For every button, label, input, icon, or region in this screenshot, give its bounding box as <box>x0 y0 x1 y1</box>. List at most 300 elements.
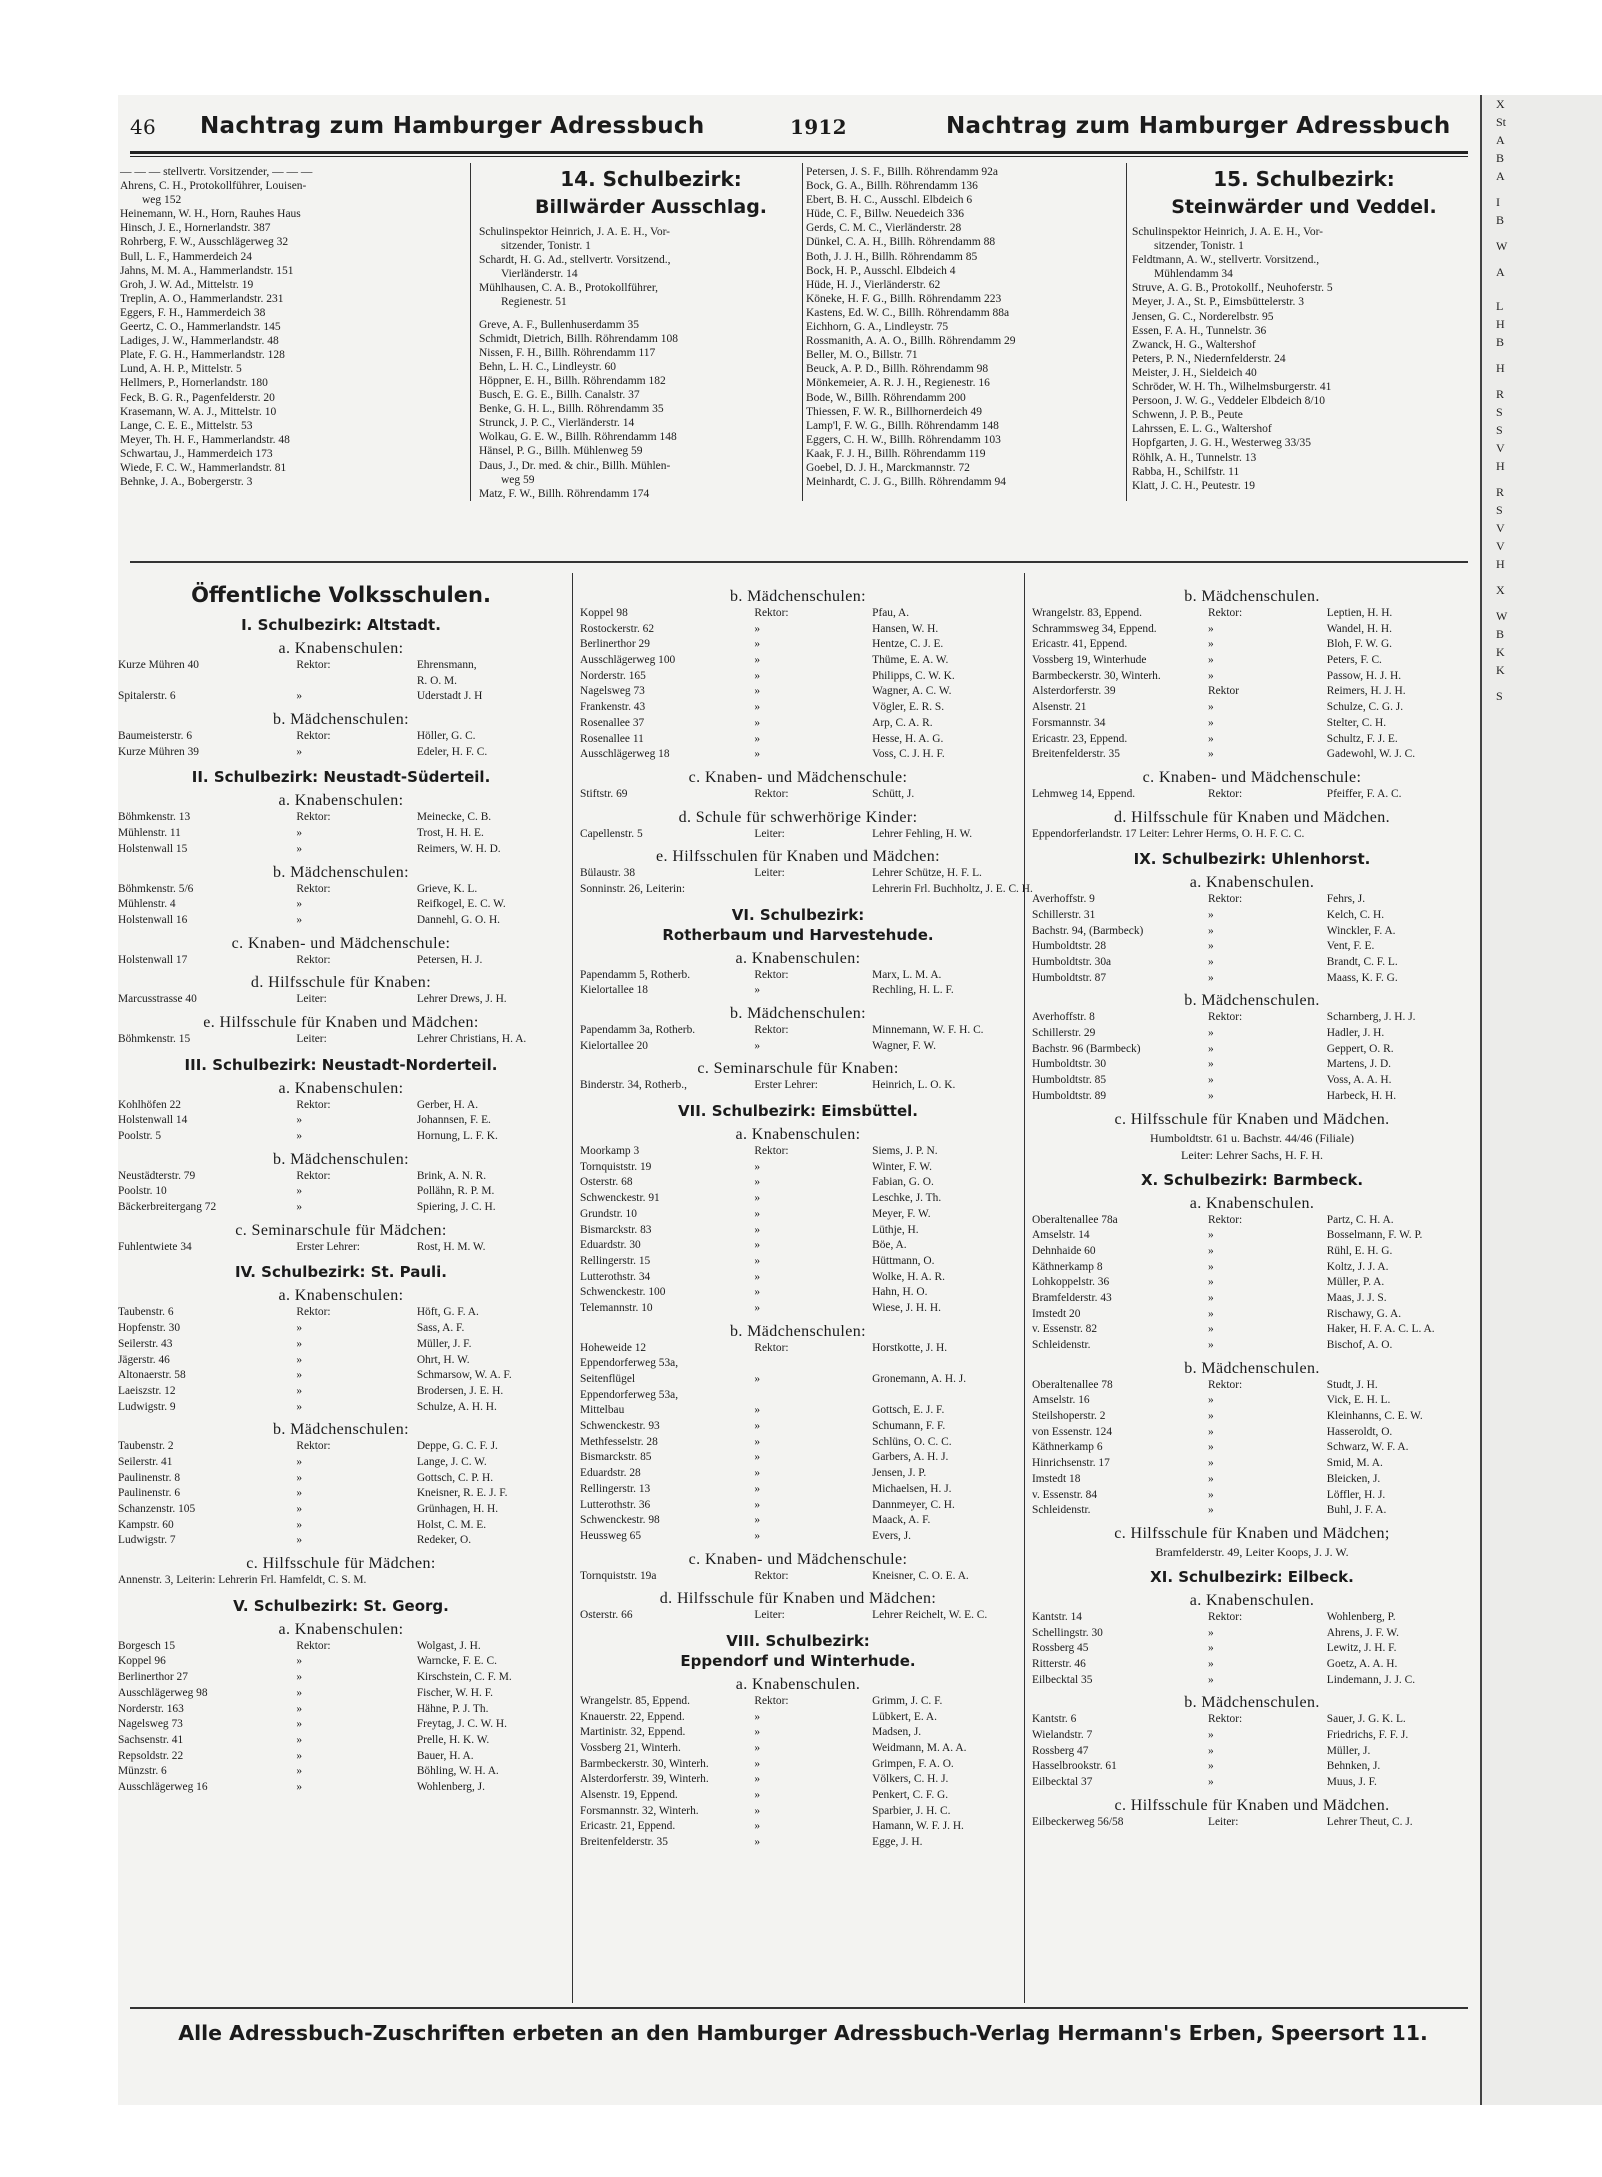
school-type-heading: c. Hilfsschule für Knaben und Mädchen. <box>1114 1796 1390 1814</box>
school-address: Telemannstr. 10 <box>580 1301 653 1314</box>
school-row <box>580 1499 1016 1515</box>
school-row <box>580 1404 1016 1420</box>
edge-letter <box>1496 289 1602 297</box>
member-line: Bull, L. F., Hammerdeich 24 <box>120 250 252 263</box>
district-heading: IX. Schulbezirk: Uhlenhorst. <box>1133 850 1371 869</box>
school-row <box>1032 1229 1472 1245</box>
member-line: Feck, B. G. R., Pagenfelderstr. 20 <box>120 391 275 404</box>
school-row <box>1032 717 1472 733</box>
school-row <box>118 1734 564 1750</box>
school-address: Barmbeckerstr. 30, Winterh. <box>580 1757 709 1770</box>
school-row <box>118 1170 564 1186</box>
school-address: Alsenstr. 21 <box>1032 701 1087 714</box>
edge-letter: R <box>1496 485 1505 499</box>
school-row <box>118 1385 564 1401</box>
official-title: » <box>296 690 303 703</box>
official-title: » <box>1208 1457 1214 1470</box>
school-head: Wolgast, J. H. <box>416 1639 481 1652</box>
member-line: Schröder, W. H. Th., Wilhelmsburgerstr. 41 <box>1132 381 1332 394</box>
edge-letter: S <box>1496 503 1503 517</box>
official-title: » <box>296 1471 303 1484</box>
school-row <box>580 638 1016 654</box>
official-title: » <box>1208 638 1214 651</box>
school-address: Ericastr. 21, Eppend. <box>580 1820 676 1833</box>
school-head: Pfeiffer, F. A. C. <box>1326 787 1402 800</box>
official-title: Rektor: <box>1208 1610 1243 1623</box>
school-address: Hinrichsenstr. 17 <box>1032 1457 1110 1470</box>
member-line: Matz, F. W., Billh. Röhrendamm 174 <box>479 487 650 500</box>
school-row <box>118 1354 564 1370</box>
school-head: Garbers, A. H. J. <box>872 1451 949 1464</box>
school-row <box>580 1436 1016 1452</box>
school-row <box>118 675 564 691</box>
official-title: » <box>754 638 761 651</box>
column-divider <box>1024 573 1025 2003</box>
member-line: Klatt, J. C. H., Peutestr. 19 <box>1132 479 1255 492</box>
section-d8 <box>580 1631 1016 1671</box>
school-type-heading: a. Knabenschulen: <box>278 1079 404 1097</box>
school-address: Knauerstr. 22, Eppend. <box>580 1710 685 1723</box>
school-row <box>1032 1410 1472 1426</box>
member-line: Mühlhausen, C. A. B., Protokollführer, <box>479 282 659 295</box>
school-address: Sonninstr. 26, Leiterin: <box>580 882 686 895</box>
school-row <box>1032 1011 1472 1027</box>
school-head: Schumann, F. F. <box>872 1420 946 1433</box>
school-head: Brodersen, J. E. H. <box>416 1384 504 1397</box>
official-title: » <box>296 842 303 855</box>
public-schools-heading: Öffentliche Volksschulen. <box>191 583 491 607</box>
section-d9b <box>1032 990 1472 1105</box>
school-row <box>580 1176 1016 1192</box>
school-head: Grieve, K. L. <box>416 882 478 895</box>
district-15-members <box>1132 225 1476 493</box>
school-head: Brink, A. N. R. <box>416 1169 487 1182</box>
school-row <box>118 1401 564 1417</box>
official-title: » <box>1208 654 1214 667</box>
school-address: Altonaerstr. 58 <box>118 1369 186 1382</box>
section-d9a <box>1032 872 1472 987</box>
edge-letter <box>1496 255 1602 263</box>
official-title: Rektor: <box>754 1341 789 1354</box>
school-address: v. Essenstr. 84 <box>1032 1488 1098 1501</box>
school-row <box>580 1255 1016 1271</box>
school-head: Maas, J. J. S. <box>1326 1291 1387 1304</box>
school-row <box>1032 1745 1472 1761</box>
school-address: Steilshoperstr. 2 <box>1032 1410 1106 1423</box>
school-address: Frankenstr. 43 <box>580 701 646 714</box>
member-line: Behnke, J. A., Bobergerstr. 3 <box>120 476 253 489</box>
school-head: Schultz, F. J. E. <box>1326 732 1398 745</box>
school-row <box>1032 1323 1472 1339</box>
official-title: » <box>754 1239 761 1252</box>
school-row <box>118 1671 564 1687</box>
official-title: » <box>1208 1425 1214 1438</box>
school-address: Ritterstr. 46 <box>1032 1657 1086 1670</box>
official-title: » <box>1208 1323 1214 1336</box>
member-line: Hellmers, P., Hornerlandstr. 180 <box>120 377 268 390</box>
school-row <box>118 1472 564 1488</box>
member-line: Wolkau, G. E. W., Billh. Röhrendamm 148 <box>479 431 677 444</box>
school-row <box>1032 1674 1472 1690</box>
school-address: Hoheweide 12 <box>580 1341 647 1354</box>
school-row <box>118 811 564 827</box>
member-line: Benke, G. H. L., Billh. Röhrendamm 35 <box>479 403 664 416</box>
school-type-heading: b. Mädchenschulen. <box>1184 1359 1320 1377</box>
school-address: Marcusstrasse 40 <box>118 993 197 1006</box>
school-row <box>118 1185 564 1201</box>
member-line: Rossmanith, A. A. O., Billh. Röhrendamm 29 <box>806 335 1016 348</box>
school-head: Rechling, H. L. F. <box>872 984 954 997</box>
school-head: Lewitz, J. H. F. <box>1326 1642 1397 1655</box>
official-title: » <box>296 1534 303 1547</box>
official-title: » <box>1208 1058 1214 1071</box>
member-line: Ebert, B. H. C., Ausschl. Elbdeich 6 <box>806 194 973 207</box>
member-line: Thiessen, F. W. R., Billhornerdeich 49 <box>806 405 983 418</box>
school-row <box>580 1805 1016 1821</box>
school-address: Koppel 98 <box>580 607 628 619</box>
edge-letter <box>1496 281 1602 289</box>
edge-letter: X <box>1496 583 1505 597</box>
section-d1a <box>118 638 564 706</box>
member-line: Eichhorn, G. A., Lindleystr. 75 <box>806 321 949 334</box>
school-row <box>1032 1713 1472 1729</box>
school-address: Rellingerstr. 13 <box>580 1482 651 1495</box>
school-row <box>118 914 564 930</box>
member-line: Hinsch, J. E., Hornerlandstr. 387 <box>120 222 271 235</box>
school-head: Petersen, H. J. <box>416 953 483 966</box>
school-address: Bismarckstr. 85 <box>580 1451 652 1464</box>
school-address: Bramfelderstr. 43 <box>1032 1291 1112 1304</box>
school-address: Kielortallee 20 <box>580 1039 648 1052</box>
official-title: » <box>296 1503 303 1515</box>
school-row <box>1032 1074 1472 1090</box>
member-line: Regienestr. 51 <box>501 296 567 309</box>
school-head: Kelch, C. H. <box>1326 908 1385 921</box>
edge-letter: S <box>1496 689 1503 703</box>
edge-letter: B <box>1496 151 1505 165</box>
school-head: Penkert, C. F. G. <box>872 1789 949 1802</box>
district-15-subtitle: Steinwärder und Veddel. <box>1171 196 1437 218</box>
school-row <box>1032 1776 1472 1792</box>
school-head: Gottsch, E. J. F. <box>872 1404 945 1417</box>
school-type-heading: b. Mädchenschulen. <box>1184 992 1320 1010</box>
school-head: Vögler, E. R. S. <box>872 701 945 714</box>
school-address: Kohlhöfen 22 <box>118 1098 181 1111</box>
school-address: Schillerstr. 29 <box>1032 1027 1096 1040</box>
school-head: Peters, F. C. <box>1326 654 1382 667</box>
school-address: Humboldtstr. 30 <box>1032 1058 1107 1071</box>
school-address: Oberaltenallee 78a <box>1032 1213 1118 1226</box>
official-title: » <box>1208 1673 1214 1686</box>
school-head: Wohlenberg, J. <box>416 1780 485 1793</box>
edge-letter <box>1496 185 1602 193</box>
official-title: » <box>754 1726 761 1739</box>
school-head: Schmarsow, W. A. F. <box>416 1369 512 1382</box>
section-d7d <box>580 1588 1016 1625</box>
district-14-subtitle: Billwärder Ausschlag. <box>534 196 768 218</box>
school-address: Holstenwall 14 <box>118 1114 188 1127</box>
school-row <box>118 1369 564 1385</box>
member-line: Persoon, J. W. G., Veddeler Elbdeich 8/10 <box>1132 395 1326 408</box>
official-title: Erster Lehrer: <box>296 1240 360 1253</box>
school-head: Hähne, P. J. Th. <box>416 1702 489 1715</box>
official-title: » <box>296 1749 303 1762</box>
school-address: Neustädterstr. 79 <box>118 1169 196 1182</box>
school-row <box>1032 1426 1472 1442</box>
school-address: Holstenwall 17 <box>118 953 188 966</box>
school-type-heading: e. Hilfsschule für Knaben und Mädchen: <box>203 1013 479 1031</box>
school-row <box>1032 1441 1472 1457</box>
school-head: Passow, H. J. H. <box>1326 669 1402 682</box>
member-line: Heinemann, W. H., Horn, Rauhes Haus <box>120 208 301 221</box>
school-head: Reimers, W. H. D. <box>416 842 501 855</box>
official-title: Rektor: <box>1208 893 1243 906</box>
school-address: von Essenstr. 124 <box>1032 1425 1113 1438</box>
school-row <box>118 954 564 970</box>
official-title: Rektor: <box>296 811 331 824</box>
school-address: Papendamm 5, Rotherb. <box>580 968 691 981</box>
official-title: » <box>1208 1339 1214 1351</box>
official-title: » <box>754 732 761 745</box>
school-row <box>580 1420 1016 1436</box>
page-header <box>130 103 1468 145</box>
edge-letter <box>1496 351 1602 359</box>
school-address: Schwenckestr. 91 <box>580 1192 660 1205</box>
school-address: Annenstr. 3, Leiterin: Lehrerin Frl. Hamfeldt, C. S. M. <box>118 1574 367 1587</box>
school-address: Alsterdorferstr. 39 <box>1032 685 1116 698</box>
school-head: Deppe, G. C. F. J. <box>416 1440 498 1453</box>
member-line: weg 59 <box>501 473 535 486</box>
school-row <box>1032 1308 1472 1324</box>
official-title: Rektor: <box>296 1098 331 1111</box>
school-head: Völkers, C. H. J. <box>872 1773 949 1786</box>
school-row <box>118 883 564 899</box>
school-head: Müller, P. A. <box>1326 1276 1385 1289</box>
section-d6b <box>580 1003 1016 1055</box>
official-title: Rektor: <box>296 1639 331 1652</box>
member-line: Kaak, F. J. H., Billh. Röhrendamm 119 <box>806 447 986 460</box>
school-type-heading: a. Knabenschulen: <box>278 792 404 810</box>
school-row <box>1032 1214 1472 1230</box>
section-d4a <box>118 1285 564 1416</box>
member-line: Both, J. J. H., Billh. Röhrendamm 85 <box>806 250 978 263</box>
school-head: Lehrerin Frl. Buchholtz, J. E. C. H. <box>872 882 1033 895</box>
school-type-heading: b. Mädchenschulen: <box>272 711 410 729</box>
school-head: Ahrens, J. F. W. <box>1326 1626 1399 1639</box>
school-address: Lutterothstr. 36 <box>580 1498 651 1511</box>
school-type-heading: d. Hilfsschule für Knaben und Mädchen: <box>659 1590 937 1608</box>
member-line: Dünkel, C. A. H., Billh. Röhrendamm 88 <box>806 236 996 249</box>
header-year: 1912 <box>790 115 847 139</box>
official-title: Rektor: <box>296 953 331 966</box>
school-type-heading: c. Hilfsschule für Knaben und Mädchen. <box>1114 1110 1390 1128</box>
edge-letter: I <box>1496 195 1500 209</box>
school-row <box>1032 623 1472 639</box>
official-title: » <box>754 1420 761 1433</box>
school-head: Kirschstein, C. F. M. <box>416 1671 512 1684</box>
member-line: Lamp'l, F. W. G., Billh. Röhrendamm 148 <box>806 419 999 432</box>
official-title: Leiter: <box>1208 1815 1239 1828</box>
edge-letter: S <box>1496 405 1503 419</box>
district-heading: II. Schulbezirk: Neustadt-Süderteil. <box>191 768 491 787</box>
school-row <box>118 1241 564 1257</box>
school-address: Ausschlägerweg 98 <box>118 1686 208 1699</box>
school-type-heading: c. Hilfsschule für Mädchen: <box>246 1555 436 1573</box>
official-title: » <box>1208 1410 1214 1423</box>
school-type-heading: a. Knabenschulen: <box>278 1287 404 1305</box>
school-address: Eduardstr. 28 <box>580 1467 641 1480</box>
school-row <box>580 1836 1016 1852</box>
section-d10b <box>1032 1358 1472 1520</box>
member-line: Beuck, A. P. D., Billh. Röhrendamm 98 <box>806 363 989 376</box>
school-row <box>580 1040 1016 1056</box>
official-title: » <box>1208 924 1214 937</box>
school-row <box>580 1570 1016 1586</box>
school-type-heading: c. Knaben- und Mädchenschule: <box>688 1550 908 1568</box>
school-address: Lehmweg 14, Eppend. <box>1032 787 1136 800</box>
official-title: Leiter: <box>754 1609 785 1622</box>
school-address: Seilerstr. 43 <box>118 1337 173 1350</box>
school-address: Käthnerkamp 8 <box>1032 1260 1103 1273</box>
school-head: Partz, C. H. A. <box>1326 1213 1394 1226</box>
section-d5c <box>580 767 1016 804</box>
school-type-heading: b. Mädchenschulen. <box>1184 588 1320 605</box>
official-title: » <box>1208 1472 1214 1485</box>
section-d5e <box>580 846 1033 898</box>
edge-letter <box>1496 229 1602 237</box>
section-d1b <box>118 709 564 761</box>
official-title: » <box>1208 1027 1214 1040</box>
edge-letter: R <box>1496 387 1505 401</box>
member-line: Bock, H. P., Ausschl. Elbdeich 4 <box>806 264 956 277</box>
member-line: Schulinspektor Heinrich, J. A. E. H., Vor- <box>479 226 670 238</box>
member-line: Hopfgarten, J. G. H., Westerweg 33/35 <box>1132 437 1311 450</box>
school-head: Müller, J. <box>1326 1744 1371 1757</box>
section-d5 <box>118 1596 564 1616</box>
school-address: Ausschlägerweg 18 <box>580 748 670 761</box>
school-row <box>580 969 1016 985</box>
school-address: Schwenckestr. 98 <box>580 1514 660 1527</box>
school-type-heading: a. Knabenschulen: <box>278 640 404 657</box>
school-address: Bäckerbreitergang 72 <box>118 1201 217 1214</box>
school-head: Lange, J. C. W. <box>416 1455 487 1468</box>
school-row <box>1032 638 1472 654</box>
school-address: Böhmkenstr. 13 <box>118 811 191 824</box>
school-type-heading: c. Knaben- und Mädchenschule: <box>688 768 908 786</box>
school-row <box>118 1306 564 1322</box>
official-title: » <box>754 1804 761 1817</box>
school-address: Eduardstr. 30 <box>580 1239 641 1252</box>
member-line: Peters, P. N., Niedernfelderstr. 24 <box>1132 352 1286 365</box>
school-row <box>1032 670 1472 686</box>
member-line: Bock, G. A., Billh. Röhrendamm 136 <box>806 180 978 193</box>
official-title: » <box>1208 1260 1214 1273</box>
school-head: Rost, H. M. W. <box>416 1240 486 1253</box>
school-head: Hansen, W. H. <box>872 622 939 635</box>
school-head: Arp, C. A. R. <box>872 716 933 729</box>
school-head: Behnken, J. <box>1326 1760 1381 1773</box>
school-address: Humboldtstr. 85 <box>1032 1074 1107 1087</box>
school-address: Laeiszstr. 12 <box>118 1384 176 1397</box>
school-address: Spitalerstr. 6 <box>118 690 176 703</box>
school-address: Amselstr. 16 <box>1032 1394 1090 1407</box>
school-address: Holstenwall 15 <box>118 842 188 855</box>
edge-letter: V <box>1496 539 1505 553</box>
official-title: » <box>296 1201 303 1214</box>
section-d2c <box>118 933 564 970</box>
official-title: » <box>754 1820 761 1833</box>
official-title: » <box>296 1780 303 1793</box>
school-row <box>580 1271 1016 1287</box>
school-row <box>1032 1090 1472 1106</box>
school-address: Borgesch 15 <box>118 1639 176 1652</box>
edge-letter: W <box>1496 609 1508 623</box>
school-address: Alsenstr. 19, Eppend. <box>580 1789 678 1802</box>
school-address: Eilbecktal 35 <box>1032 1673 1093 1686</box>
school-row <box>580 1286 1016 1302</box>
official-title: Rektor: <box>296 882 331 895</box>
school-head: Evers, J. <box>872 1529 912 1542</box>
school-row <box>118 1114 564 1130</box>
school-head: Warncke, F. E. C. <box>416 1655 497 1668</box>
school-type-heading: c. Seminarschule für Knaben: <box>697 1060 899 1078</box>
official-title: » <box>754 1301 761 1314</box>
school-row <box>1032 1379 1472 1395</box>
school-address: Averhoffstr. 8 <box>1032 1011 1095 1024</box>
school-head: Uderstadt J. H <box>416 690 483 703</box>
edge-letter: B <box>1496 627 1505 641</box>
official-title: » <box>1208 1626 1214 1639</box>
school-row <box>1032 1504 1472 1520</box>
member-line: Plate, F. G. H., Hammerlandstr. 128 <box>120 349 285 362</box>
official-title: Leiter: <box>754 867 785 880</box>
school-head: Muus, J. F. <box>1326 1776 1377 1789</box>
schools-column-2 <box>580 583 1033 2003</box>
section-note: Humboldtstr. 61 u. Bachstr. 44/46 (Filiale) <box>1150 1130 1354 1145</box>
school-address: Lutterothstr. 34 <box>580 1270 651 1283</box>
school-head: Böhling, W. H. A. <box>416 1765 499 1778</box>
member-line: Bode, W., Billh. Röhrendamm 200 <box>806 391 966 404</box>
official-title: Rektor: <box>754 968 789 981</box>
official-title: » <box>1208 748 1214 761</box>
school-row <box>1032 1760 1472 1776</box>
school-row <box>118 1655 564 1671</box>
school-address: Alsterdorferstr. 39, Winterh. <box>580 1773 709 1786</box>
edge-letter: A <box>1496 169 1505 183</box>
edge-letter: W <box>1496 239 1508 253</box>
official-title: » <box>754 1836 761 1849</box>
school-address: Käthnerkamp 6 <box>1032 1441 1103 1454</box>
school-address: Schrammsweg 34, Eppend. <box>1032 622 1157 635</box>
section-d10c <box>1032 1523 1472 1561</box>
schools-column-3 <box>1032 583 1472 2003</box>
school-row <box>118 1765 564 1781</box>
school-head: Johannsen, F. E. <box>416 1114 491 1127</box>
school-address: Hopfenstr. 30 <box>118 1322 181 1335</box>
district-14-members <box>479 225 823 501</box>
district-subheading: Eppendorf und Winterhude. <box>680 1651 916 1670</box>
school-row <box>118 1534 564 1550</box>
school-head: Harbeck, H. H. <box>1326 1089 1397 1102</box>
school-row <box>580 1773 1016 1789</box>
school-address: Rosenallee 37 <box>580 716 645 729</box>
official-title: Rektor: <box>296 659 331 671</box>
official-title: » <box>1208 1504 1214 1517</box>
school-row <box>580 1483 1016 1499</box>
school-address: Kurze Mühren 40 <box>118 659 199 671</box>
school-row <box>580 1820 1016 1836</box>
official-title: » <box>754 1789 761 1802</box>
